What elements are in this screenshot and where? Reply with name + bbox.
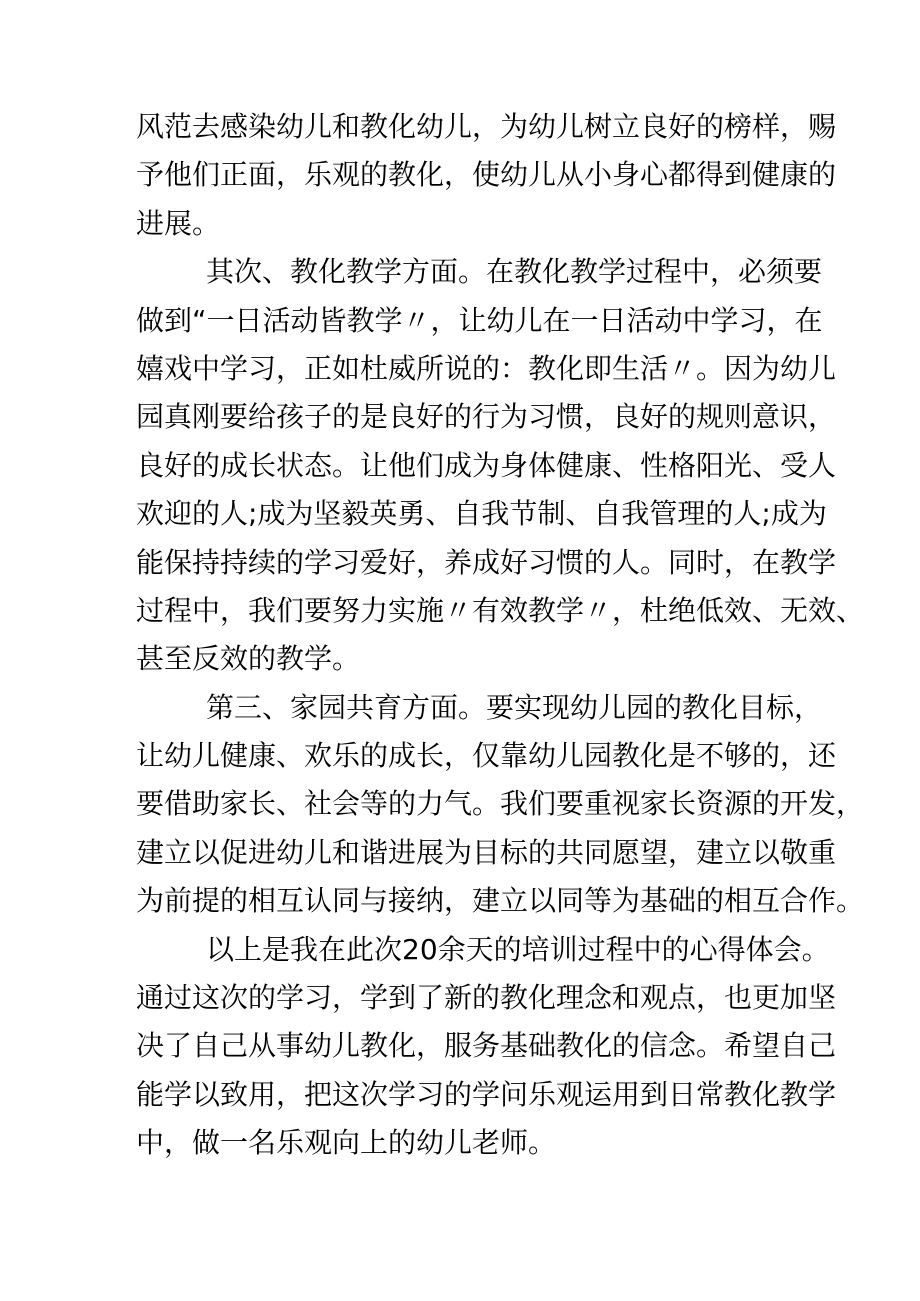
text-line: 能学以致用，把这次学习的学问乐观运用到日常教化教学 — [136, 1077, 837, 1111]
text-line: 决了自己从事幼儿教化，服务基础教化的信念。希望自己 — [136, 1029, 837, 1063]
text-line: 良好的成长状态。让他们成为身体健康、性格阳光、受人 — [136, 448, 837, 482]
text-line: 进展。 — [136, 206, 221, 240]
text-line: 嬉戏中学习，正如杜威所说的：教化即生活〃。因为幼儿 — [136, 351, 837, 385]
text-line: 甚至反效的教学。 — [136, 642, 361, 676]
text-line: 风范去感染幼儿和教化幼儿，为幼儿树立良好的榜样，赐 — [136, 110, 837, 143]
paragraph-start-line: 其次、教化教学方面。在教化教学过程中，必须要 — [206, 255, 823, 289]
text-line: 做到“一日活动皆教学〃，让幼儿在一日活动中学习，在 — [136, 303, 823, 337]
paragraph-start-line: 以上是我在此次20余天的培训过程中的心得体会。 — [206, 932, 830, 966]
text-line: 要借助家长、社会等的力气。我们要重视家长资源的开发， — [136, 787, 865, 821]
text-line: 过程中，我们要努力实施〃有效教学〃，杜绝低效、无效、 — [136, 593, 865, 627]
text-line: 能保持持续的学习爱好，养成好习惯的人。同时，在教学 — [136, 545, 837, 579]
text-line: 建立以促进幼儿和谐进展为目标的共同愿望，建立以敬重 — [136, 835, 837, 869]
text-line: 予他们正面，乐观的教化，使幼儿从小身心都得到健康的 — [136, 158, 837, 192]
text-line: 欢迎的人;成为坚毅英勇、自我节制、自我管理的人;成为 — [136, 497, 827, 531]
document-body — [136, 103, 865, 1168]
text-line: 园真刚要给孩子的是良好的行为习惯，良好的规则意识， — [136, 400, 837, 434]
text-line: 通过这次的学习，学到了新的教化理念和观点，也更加坚 — [136, 981, 837, 1015]
text-line: 为前提的相互认同与接纳，建立以同等为基础的相互合作。 — [136, 884, 865, 918]
text-line: 中，做一名乐观向上的幼儿老师。 — [136, 1126, 557, 1160]
paragraph-start-line: 第三、家园共育方面。要实现幼儿园的教化目标， — [206, 690, 823, 724]
text-line: 让幼儿健康、欢乐的成长，仅靠幼儿园教化是不够的，还 — [136, 739, 837, 773]
